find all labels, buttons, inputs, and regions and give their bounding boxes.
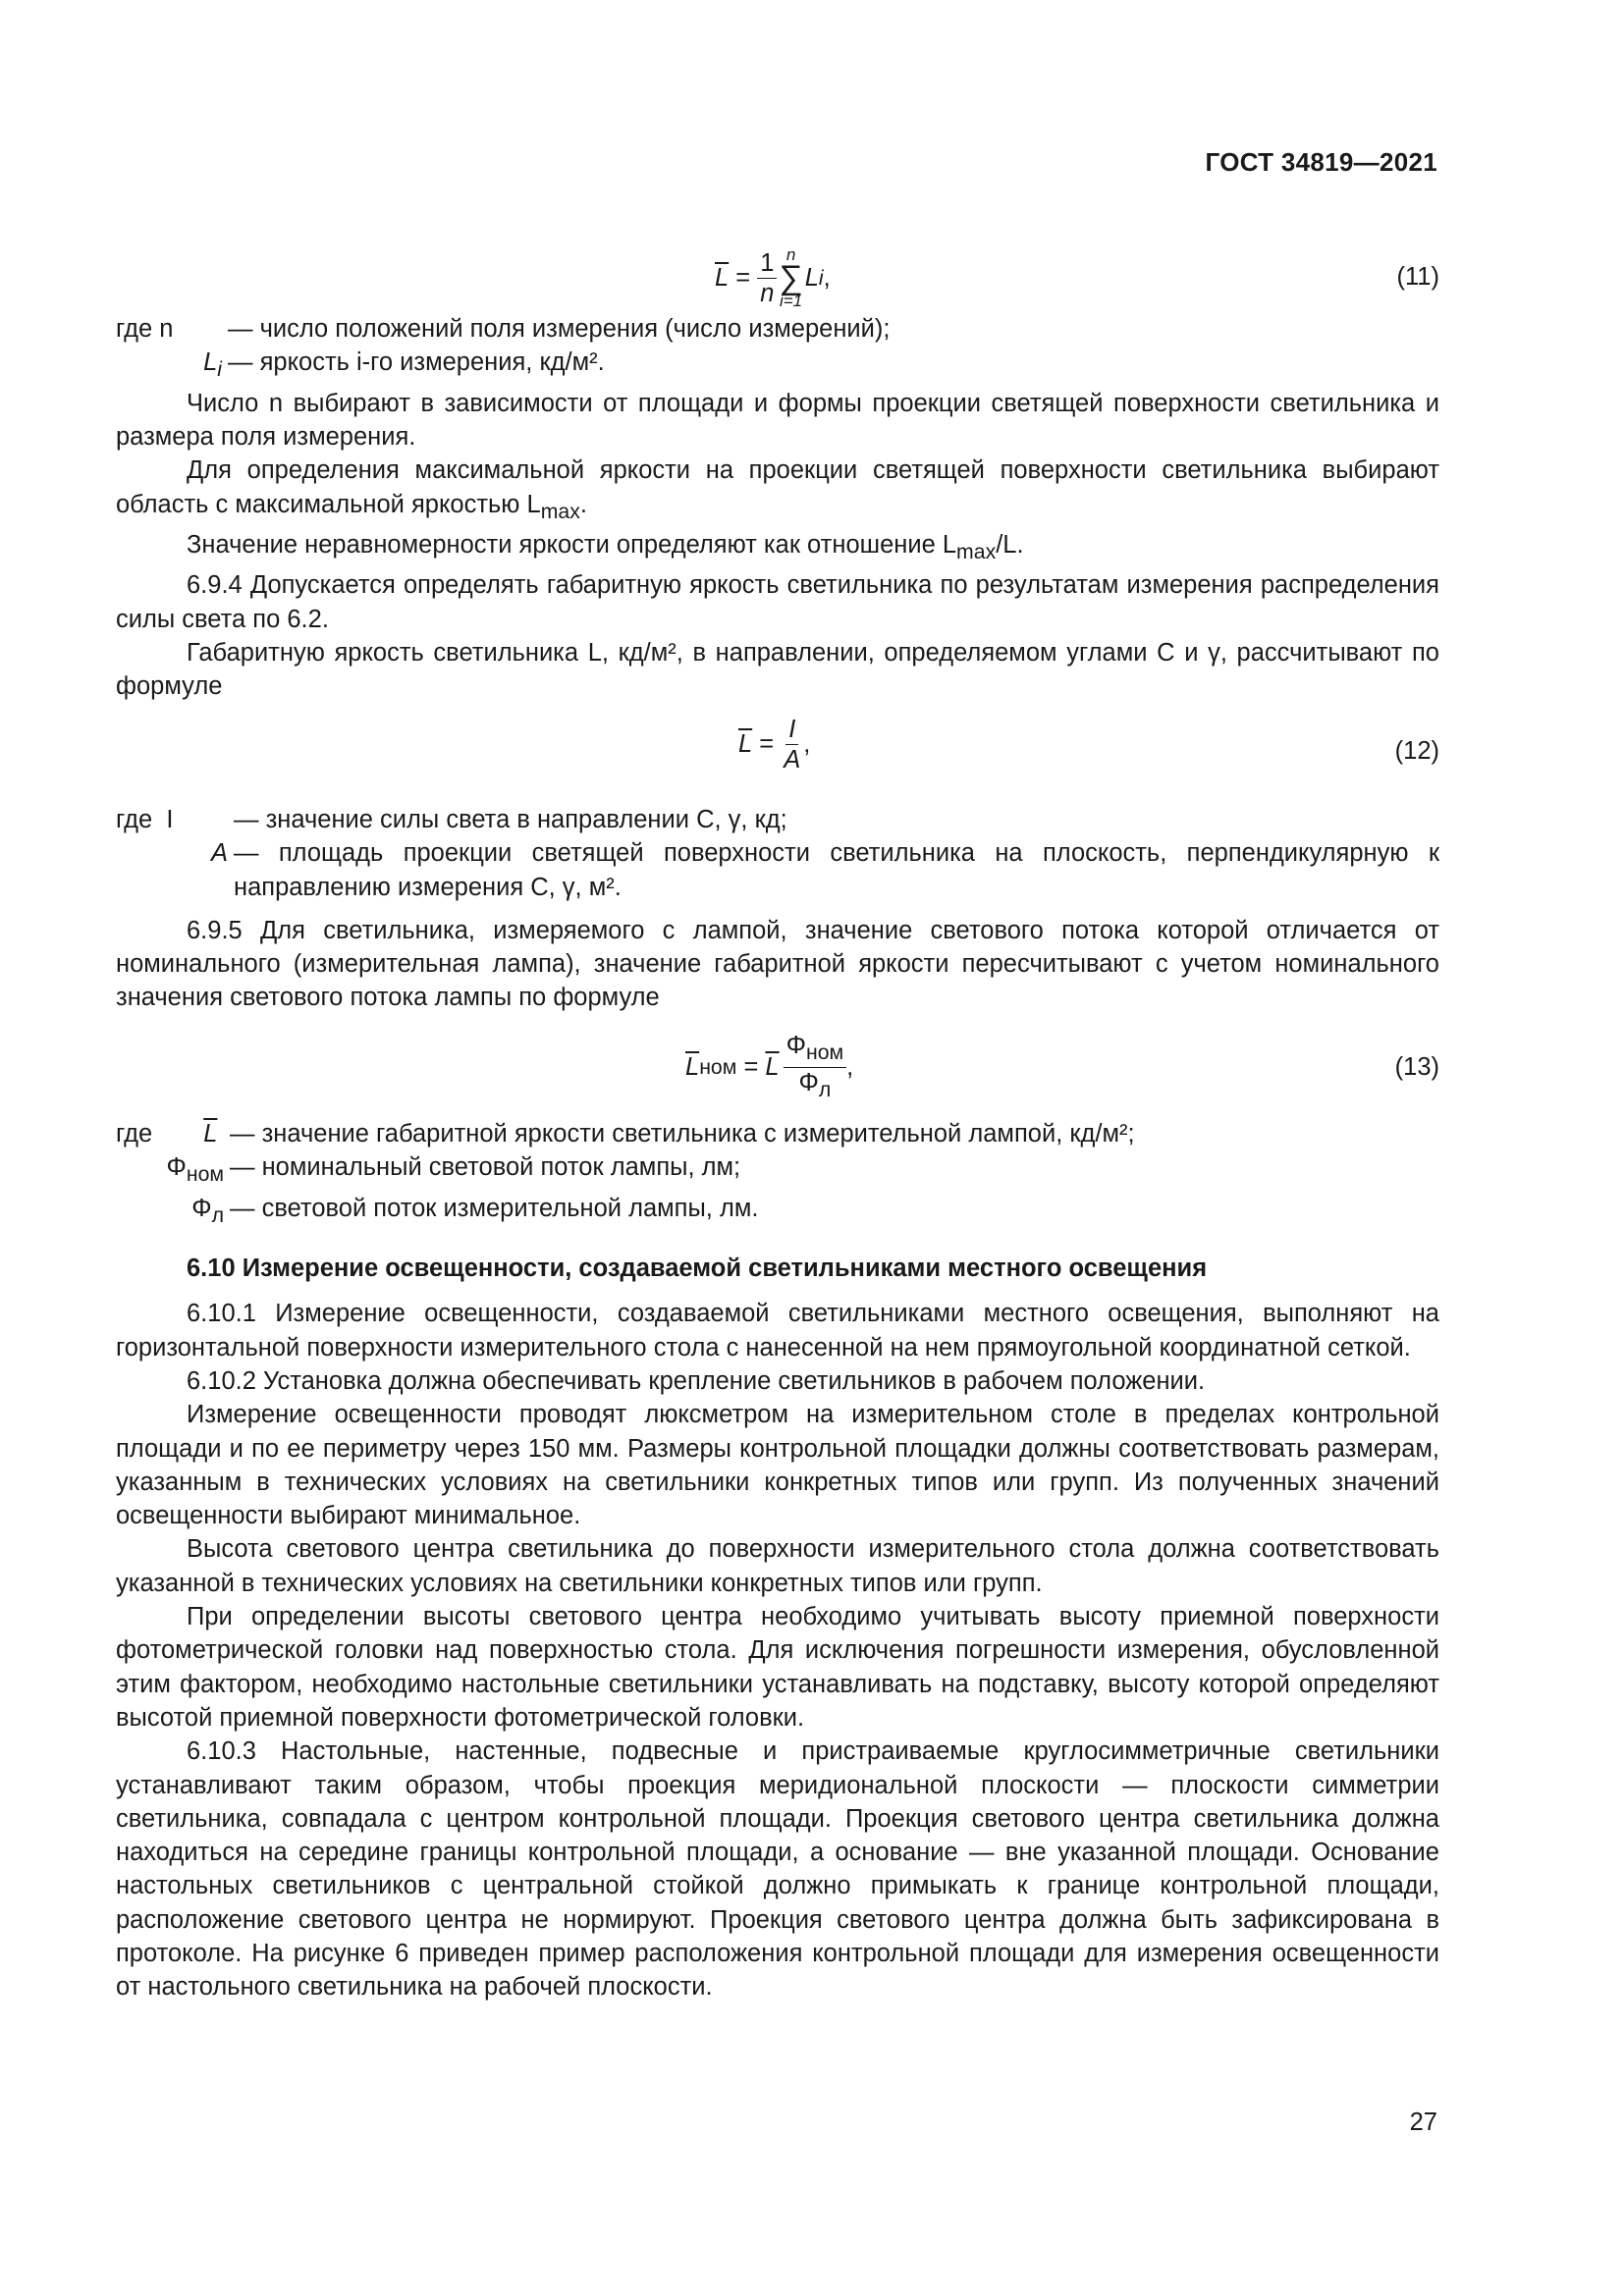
definition-text: — площадь проекции светящей поверхности светильника на плоскость, перпендикулярную к направлению измерения C, γ, м². — [234, 839, 1439, 901]
paragraph: 6.10.1 Измерение освещенности, создаваемой светильниками местного освещения, выполняют на горизонтальной поверхности измерительного стола с нанесенной на нем прямоугольной координатной сеткой. — [116, 1300, 1439, 1362]
fraction-numerator — [784, 1031, 847, 1068]
definition-row — [116, 836, 1439, 904]
fraction-denominator — [795, 1068, 834, 1104]
formula-punct: , — [803, 730, 811, 759]
formula-13-block — [116, 1031, 1439, 1109]
definitions-11-and-text — [116, 312, 1439, 704]
definition-text: — световой поток измерительной лампы, лм. — [230, 1194, 759, 1222]
formula-symbol: $\overline{L}$ — [715, 263, 730, 292]
definition-label — [116, 1150, 230, 1191]
paragraph-text: /L. — [996, 530, 1024, 559]
paragraph — [116, 528, 1439, 568]
section-title-6-10: 6.10 Измерение освещенности, создаваемой светильниками местного освещения — [187, 1255, 1208, 1283]
formula-symbol: $\overline{L}$ — [765, 1053, 780, 1082]
definition-row — [116, 1192, 1439, 1232]
formula-subscript: ном — [699, 1055, 737, 1080]
definition-subscript: i — [217, 357, 222, 382]
formula-fraction — [784, 1031, 847, 1104]
definition-row — [116, 1117, 1439, 1150]
sum-lower: i=1 — [779, 292, 803, 310]
sum-symbol: ∑ — [779, 259, 803, 296]
paragraph: Высота светового центра светильника до поверхности измерительного стола должна соответствовать указанной в технических условиях на светильники конкретных типов или групп. — [116, 1535, 1439, 1597]
definition-subscript: л — [211, 1202, 224, 1227]
definition-text: — число положений поля измерения (число измерений); — [228, 315, 891, 343]
formula-punct: , — [846, 1053, 854, 1082]
definition-text: — яркость i-го измерения, кд/м². — [228, 348, 605, 377]
paragraph-text: Для определения максимальной яркости на проекции светящей поверхности светильника выбирают область с максимальной яркостью L — [116, 456, 1439, 518]
definition-symbol: $\overline{L}$ — [203, 1120, 218, 1148]
formula-fraction — [781, 715, 803, 774]
formula-operator: = — [736, 1053, 766, 1082]
definition-row — [116, 1150, 1439, 1191]
fraction-numerator: I — [785, 715, 798, 745]
formula-symbol: L — [804, 263, 819, 292]
definition-text: — значение габаритной яркости светильника с измерительной лампой, кд/м²; — [230, 1120, 1135, 1148]
definitions-13 — [116, 1117, 1439, 2004]
definition-label — [116, 1192, 230, 1232]
definition-symbol: Φ — [166, 1153, 187, 1182]
paragraph: 6.10.3 Настольные, настенные, подвесные и пристраиваемые круглосимметричные светильники устанавливают таким образом, чтобы проекция меридиональной плоскости — плоскости симметрии светильника, совпадала с центром контрольной площади. Проекция светового центра светильника должна находиться на середине границы контрольной площади, а основание — вне указанной площади. Основание настольных светильников с центральной стойкой должно примыкать к границе контрольной площади, расположение светового центра не нормируют. Проекция светового центра должна быть зафиксирована в протоколе. На рисунке 6 приведен пример расположения контрольной площади для измерения освещенности от настольного светильника на рабочей плоскости. — [116, 1737, 1439, 2002]
definition-subscript: ном — [186, 1162, 224, 1187]
paragraph: Габаритную яркость светильника L, кд/м², в направлении, определяемом углами C и γ, рассчитывают по формуле — [116, 638, 1439, 701]
formula-punct: , — [823, 263, 831, 292]
definition-symbol: где I — [116, 806, 174, 833]
paragraph-subscript: max — [540, 499, 580, 523]
paragraph: Число n выбирают в зависимости от площади и формы проекции светящей поверхности светильника и размера поля измерения. — [116, 389, 1439, 451]
definition-symbol: Φ — [191, 1194, 212, 1222]
paragraph: 6.10.2 Установка должна обеспечивать крепление светильников в рабочем положении. — [187, 1366, 1206, 1395]
definition-symbol: A — [210, 839, 228, 868]
paragraph — [116, 454, 1439, 528]
formula-12-block — [116, 715, 1439, 793]
paragraph: Измерение освещенности проводят люксметром на измерительном столе в пределах контрольной площади и по ее периметру через 150 мм. Размеры контрольной площадки должны соответствовать размерам, указанным в технических условиях на светильники конкретных типов или групп. Из полученных значений освещенности выбирают минимальное. — [116, 1401, 1439, 1530]
definition-text: — значение силы света в направлении C, γ, кд; — [234, 806, 787, 833]
definition-label — [116, 346, 228, 386]
fraction-denominator: A — [784, 746, 801, 774]
definition-text: — номинальный световой поток лампы, лм; — [230, 1153, 741, 1182]
sum-upper: n — [785, 245, 796, 264]
definition-label: где n — [116, 315, 174, 343]
formula-12 — [738, 715, 810, 774]
flux-symbol: Φ — [785, 1032, 806, 1059]
definition-row — [116, 346, 1439, 386]
formula-13-number: (13) — [1394, 1053, 1439, 1081]
formula-subscript: ном — [805, 1041, 844, 1065]
paragraph-text: . — [579, 490, 587, 518]
paragraph-subscript: max — [956, 540, 997, 564]
paragraph: При определении высоты светового центра необходимо учитывать высоту приемной поверхности фотометрической головки над поверхностью стола. Для исключения погрешности измерения, обусловленной этим фактором, необходимо настольные светильники устанавливать на подставку, высоту которой определяют высотой приемной поверхности фотометрической головки. — [116, 1603, 1439, 1732]
definition-where: где — [116, 1120, 153, 1148]
page-number: 27 — [1409, 2109, 1437, 2136]
definition-row — [116, 803, 1439, 836]
definition-row — [116, 312, 1439, 346]
definition-symbol: L — [203, 348, 218, 377]
formula-subscript: i — [818, 265, 824, 290]
formula-operator: = — [729, 263, 758, 292]
definition-label — [116, 803, 234, 836]
definition-label — [116, 1117, 230, 1150]
formula-operator: = — [752, 730, 782, 759]
fraction-denominator: n — [760, 279, 775, 307]
paragraph: 6.9.4 Допускается определять габаритную яркость светильника по результатам измерения распределения силы света по 6.2. — [116, 571, 1439, 633]
paragraph: 6.9.5 Для светильника, измеряемого с лампой, значение светового потока которой отличается от номинального (измерительная лампа), значение габаритной яркости пересчитывают с учетом номинального значения светового потока лампы по формуле — [116, 916, 1439, 1012]
formula-11-number: (11) — [1396, 263, 1439, 291]
flux-symbol: Φ — [798, 1069, 819, 1097]
sum-operator — [779, 246, 802, 309]
formula-11-block — [116, 240, 1439, 319]
formula-symbol: $\overline{L}$ — [685, 1053, 700, 1082]
definitions-12-and-text — [116, 803, 1439, 1015]
formula-subscript: л — [818, 1078, 832, 1102]
formula-12-number: (12) — [1394, 737, 1439, 765]
formula-11 — [715, 246, 831, 309]
definition-label — [116, 836, 234, 904]
standard-header: ГОСТ 34819—2021 — [1205, 147, 1437, 177]
formula-fraction — [757, 248, 777, 308]
formula-symbol: $\overline{L}$ — [738, 730, 753, 759]
formula-13 — [685, 1031, 853, 1104]
fraction-numerator: 1 — [757, 248, 777, 279]
paragraph-text: Значение неравномерности яркости определяют как отношение L — [187, 530, 957, 559]
